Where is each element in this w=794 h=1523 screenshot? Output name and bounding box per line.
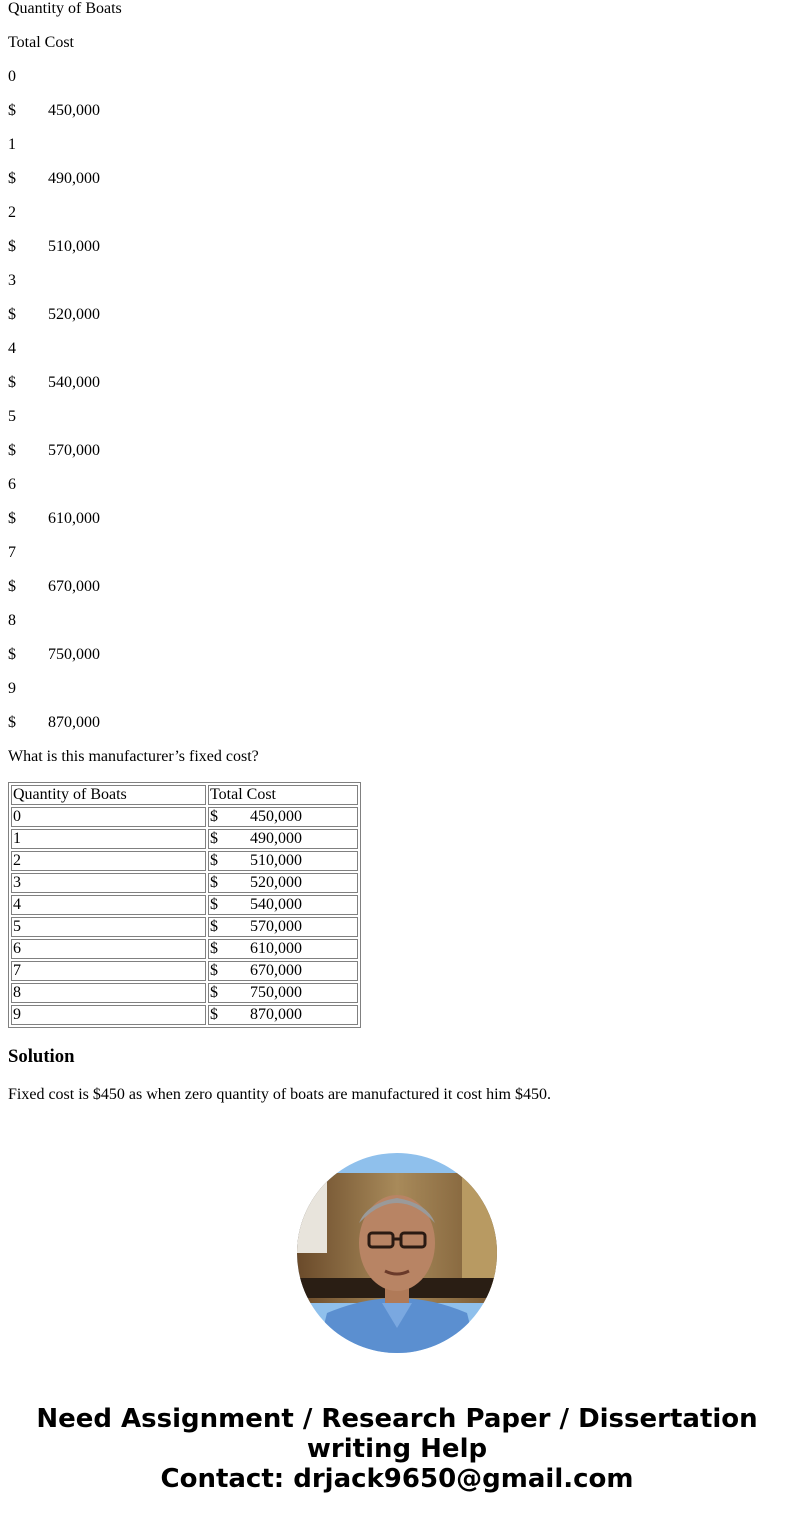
- currency-symbol: $: [8, 102, 16, 119]
- cost-amount: 610,000: [250, 940, 302, 957]
- cost-amount: 540,000: [48, 374, 100, 391]
- table-cell-cost: [208, 873, 358, 893]
- table-row: [11, 939, 358, 959]
- table-cell-cost: [208, 895, 358, 915]
- top-list-qty: 0: [8, 68, 16, 85]
- table-cell-qty: 4: [11, 895, 206, 915]
- table-row: [11, 873, 358, 893]
- currency-symbol: $: [210, 830, 218, 847]
- table-cell-qty: 1: [11, 829, 206, 849]
- top-list-cost: [8, 442, 786, 460]
- top-list-cost: [8, 646, 786, 664]
- table-cell-cost: [208, 829, 358, 849]
- table-cell-cost: [208, 1005, 358, 1025]
- solution-text: Fixed cost is $450 as when zero quantity of boats are manufactured it cost him $450.: [8, 1086, 551, 1103]
- table-cell-cost: [208, 807, 358, 827]
- currency-symbol: $: [210, 918, 218, 935]
- top-list-cost: [8, 714, 786, 732]
- table-cell-qty: 9: [11, 1005, 206, 1025]
- table-header-row: [11, 785, 358, 805]
- table-cell-qty: 0: [11, 807, 206, 827]
- top-list-header-cost: Total Cost: [8, 34, 74, 51]
- cost-amount: 490,000: [250, 830, 302, 847]
- top-list-qty: 6: [8, 476, 16, 493]
- cost-amount: 870,000: [250, 1006, 302, 1023]
- avatar-photo: [297, 1153, 497, 1353]
- top-list-qty: 8: [8, 612, 16, 629]
- top-list-cost: [8, 510, 786, 528]
- table-cell-qty: 2: [11, 851, 206, 871]
- currency-symbol: $: [210, 940, 218, 957]
- cost-amount: 450,000: [48, 102, 100, 119]
- table-row: [11, 829, 358, 849]
- top-list-cost: [8, 578, 786, 596]
- currency-symbol: $: [210, 962, 218, 979]
- table-row: [11, 895, 358, 915]
- cost-table-body: [11, 785, 358, 1025]
- currency-symbol: $: [8, 442, 16, 459]
- currency-symbol: $: [210, 808, 218, 825]
- solution-heading: Solution: [8, 1046, 75, 1067]
- top-list-qty: 1: [8, 136, 16, 153]
- currency-symbol: $: [210, 896, 218, 913]
- cost-amount: 570,000: [48, 442, 100, 459]
- currency-symbol: $: [8, 170, 16, 187]
- table-cell-cost: [208, 983, 358, 1003]
- top-list-cost: [8, 238, 786, 256]
- table-cell-qty: 8: [11, 983, 206, 1003]
- currency-symbol: $: [210, 874, 218, 891]
- table-cell-cost: [208, 961, 358, 981]
- avatar: [297, 1153, 497, 1353]
- top-list-cost: [8, 374, 786, 392]
- cost-amount: 670,000: [48, 578, 100, 595]
- cost-amount: 750,000: [48, 646, 100, 663]
- table-row: [11, 961, 358, 981]
- question-text: What is this manufacturer’s fixed cost?: [8, 748, 259, 765]
- footer-line-2: writing Help: [306, 1434, 488, 1464]
- currency-symbol: $: [8, 374, 16, 391]
- top-list-qty: 5: [8, 408, 16, 425]
- cost-amount: 510,000: [48, 238, 100, 255]
- top-list: [8, 0, 786, 732]
- table-cell-qty: 3: [11, 873, 206, 893]
- currency-symbol: $: [8, 578, 16, 595]
- table-header-cost: Total Cost: [208, 785, 358, 805]
- top-list-header-qty: Quantity of Boats: [8, 0, 122, 17]
- currency-symbol: $: [8, 238, 16, 255]
- cost-amount: 510,000: [250, 852, 302, 869]
- cost-amount: 750,000: [250, 984, 302, 1001]
- cost-amount: 490,000: [48, 170, 100, 187]
- currency-symbol: $: [8, 714, 16, 731]
- top-list-cost: [8, 306, 786, 324]
- currency-symbol: $: [8, 510, 16, 527]
- footer-banner: [0, 1404, 794, 1494]
- table-cell-cost: [208, 939, 358, 959]
- cost-amount: 540,000: [250, 896, 302, 913]
- table-row: [11, 917, 358, 937]
- cost-table: [8, 782, 361, 1028]
- top-list-qty: 4: [8, 340, 16, 357]
- cost-amount: 520,000: [250, 874, 302, 891]
- cost-amount: 570,000: [250, 918, 302, 935]
- table-row: [11, 851, 358, 871]
- top-list-cost: [8, 102, 786, 120]
- top-list-rows: [8, 68, 786, 732]
- table-cell-cost: [208, 851, 358, 871]
- top-list-qty: 2: [8, 204, 16, 221]
- table-cell-cost: [208, 917, 358, 937]
- cost-amount: 870,000: [48, 714, 100, 731]
- table-row: [11, 1005, 358, 1025]
- table-row: [11, 983, 358, 1003]
- currency-symbol: $: [210, 1006, 218, 1023]
- currency-symbol: $: [8, 306, 16, 323]
- cost-amount: 610,000: [48, 510, 100, 527]
- cost-amount: 520,000: [48, 306, 100, 323]
- top-list-qty: 9: [8, 680, 16, 697]
- cost-amount: 670,000: [250, 962, 302, 979]
- table-cell-qty: 7: [11, 961, 206, 981]
- table-row: [11, 807, 358, 827]
- currency-symbol: $: [8, 646, 16, 663]
- cost-amount: 450,000: [250, 808, 302, 825]
- table-header-qty: Quantity of Boats: [11, 785, 206, 805]
- top-list-qty: 3: [8, 272, 16, 289]
- top-list-cost: [8, 170, 786, 188]
- currency-symbol: $: [210, 852, 218, 869]
- footer-line-1: Need Assignment / Research Paper / Dissertation: [36, 1404, 758, 1434]
- table-cell-qty: 6: [11, 939, 206, 959]
- currency-symbol: $: [210, 984, 218, 1001]
- footer-contact: Contact: drjack9650@gmail.com: [160, 1464, 634, 1494]
- table-cell-qty: 5: [11, 917, 206, 937]
- top-list-qty: 7: [8, 544, 16, 561]
